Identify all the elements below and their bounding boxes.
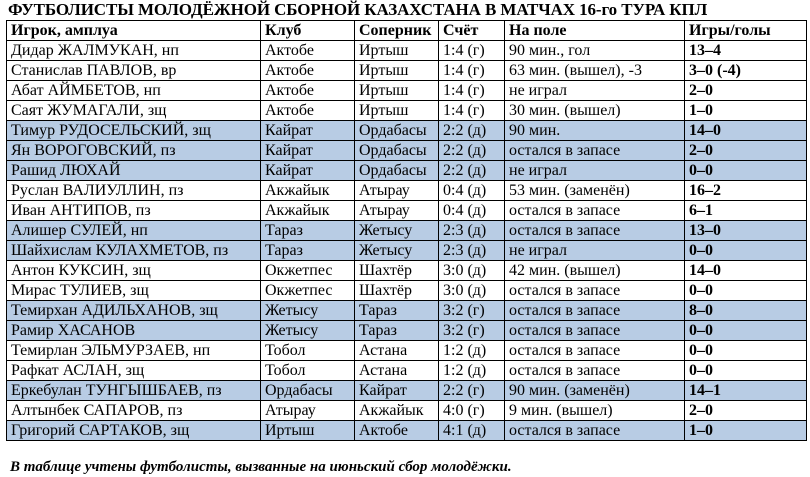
cell-opponent: Кайрат — [355, 381, 439, 401]
cell-on-field: 90 мин., гол — [505, 41, 685, 61]
cell-opponent: Ордабасы — [355, 121, 439, 141]
cell-score: 1:4 (г) — [439, 61, 505, 81]
table-row — [7, 61, 807, 81]
cell-games-goals: 0–0 — [685, 281, 807, 301]
cell-player: Абат АЙМБЕТОВ, нп — [7, 81, 261, 101]
cell-opponent: Акжайык — [355, 401, 439, 421]
cell-player: Алишер СУЛЕЙ, нп — [7, 221, 261, 241]
cell-score: 0:4 (д) — [439, 201, 505, 221]
cell-club: Жетысу — [261, 321, 355, 341]
header-club: Клуб — [261, 21, 355, 41]
table-row — [7, 421, 807, 441]
header-on-field: На поле — [505, 21, 685, 41]
cell-player: Руслан ВАЛИУЛЛИН, пз — [7, 181, 261, 201]
cell-on-field: остался в запасе — [505, 201, 685, 221]
cell-on-field: остался в запасе — [505, 281, 685, 301]
cell-club: Окжетпес — [261, 281, 355, 301]
cell-games-goals: 8–0 — [685, 301, 807, 321]
cell-on-field: 63 мин. (вышел), -3 — [505, 61, 685, 81]
cell-on-field: не играл — [505, 161, 685, 181]
cell-player: Еркебулан ТУНГЫШБАЕВ, пз — [7, 381, 261, 401]
cell-games-goals: 13–0 — [685, 221, 807, 241]
cell-on-field: остался в запасе — [505, 141, 685, 161]
table-row — [7, 181, 807, 201]
cell-score: 4:0 (г) — [439, 401, 505, 421]
table-header-row — [7, 21, 807, 41]
cell-games-goals: 1–0 — [685, 101, 807, 121]
table-row — [7, 81, 807, 101]
cell-on-field: 53 мин. (заменён) — [505, 181, 685, 201]
cell-club: Актобе — [261, 41, 355, 61]
cell-player: Темирлан ЭЛЬМУРЗАЕВ, нп — [7, 341, 261, 361]
cell-player: Иван АНТИПОВ, пз — [7, 201, 261, 221]
table-row — [7, 121, 807, 141]
cell-player: Станислав ПАВЛОВ, вр — [7, 61, 261, 81]
cell-score: 2:3 (д) — [439, 221, 505, 241]
cell-score: 4:1 (д) — [439, 421, 505, 441]
cell-games-goals: 0–0 — [685, 321, 807, 341]
cell-player: Мирас ТУЛИЕВ, зщ — [7, 281, 261, 301]
table-row — [7, 301, 807, 321]
cell-player: Рашид ЛЮХАЙ — [7, 161, 261, 181]
cell-on-field: 9 мин. (вышел) — [505, 401, 685, 421]
table-row — [7, 341, 807, 361]
cell-club: Тараз — [261, 241, 355, 261]
cell-on-field: не играл — [505, 241, 685, 261]
cell-games-goals: 0–0 — [685, 241, 807, 261]
header-games-goals: Игры/голы — [685, 21, 807, 41]
table-row — [7, 261, 807, 281]
cell-score: 2:2 (г) — [439, 381, 505, 401]
footnote: В таблице учтены футболисты, вызванные на июньский сбор молодёжки. — [10, 459, 512, 475]
cell-club: Акжайык — [261, 181, 355, 201]
table-row — [7, 41, 807, 61]
cell-opponent: Иртыш — [355, 101, 439, 121]
cell-opponent: Шахтёр — [355, 261, 439, 281]
cell-player: Шайхислам КУЛАХМЕТОВ, пз — [7, 241, 261, 261]
cell-club: Кайрат — [261, 141, 355, 161]
cell-club: Кайрат — [261, 161, 355, 181]
cell-score: 1:4 (г) — [439, 41, 505, 61]
cell-on-field: остался в запасе — [505, 341, 685, 361]
cell-games-goals: 16–2 — [685, 181, 807, 201]
cell-player: Темирхан АДИЛЬХАНОВ, зщ — [7, 301, 261, 321]
cell-club: Тараз — [261, 221, 355, 241]
cell-games-goals: 2–0 — [685, 401, 807, 421]
cell-player: Ян ВОРОГОВСКИЙ, пз — [7, 141, 261, 161]
cell-club: Актобе — [261, 61, 355, 81]
cell-games-goals: 2–0 — [685, 81, 807, 101]
cell-club: Кайрат — [261, 121, 355, 141]
cell-club: Атырау — [261, 401, 355, 421]
cell-score: 1:2 (д) — [439, 361, 505, 381]
cell-games-goals: 1–0 — [685, 421, 807, 441]
cell-games-goals: 0–0 — [685, 161, 807, 181]
cell-games-goals: 13–4 — [685, 41, 807, 61]
players-table — [6, 20, 807, 441]
cell-player: Алтынбек САПАРОВ, пз — [7, 401, 261, 421]
cell-player: Тимур РУДОСЕЛЬСКИЙ, зщ — [7, 121, 261, 141]
cell-on-field: 90 мин. — [505, 121, 685, 141]
cell-opponent: Астана — [355, 361, 439, 381]
page-title: ФУТБОЛИСТЫ МОЛОДЁЖНОЙ СБОРНОЙ КАЗАХСТАНА В МАТЧАХ 16-го ТУРА КПЛ — [8, 0, 708, 19]
cell-opponent: Шахтёр — [355, 281, 439, 301]
table-row — [7, 201, 807, 221]
cell-opponent: Ордабасы — [355, 161, 439, 181]
cell-games-goals: 0–0 — [685, 341, 807, 361]
table-row — [7, 321, 807, 341]
cell-club: Окжетпес — [261, 261, 355, 281]
table-body — [7, 41, 807, 441]
cell-score: 1:2 (д) — [439, 341, 505, 361]
table-row — [7, 401, 807, 421]
cell-on-field: 30 мин. (вышел) — [505, 101, 685, 121]
cell-opponent: Жетысу — [355, 221, 439, 241]
table-row — [7, 101, 807, 121]
cell-opponent: Жетысу — [355, 241, 439, 261]
cell-on-field: остался в запасе — [505, 321, 685, 341]
cell-player: Саят ЖУМАГАЛИ, зщ — [7, 101, 261, 121]
cell-player: Григорий САРТАКОВ, зщ — [7, 421, 261, 441]
table-row — [7, 361, 807, 381]
cell-on-field: остался в запасе — [505, 361, 685, 381]
cell-on-field: 42 мин. (вышел) — [505, 261, 685, 281]
cell-club: Ордабасы — [261, 381, 355, 401]
table-row — [7, 141, 807, 161]
cell-opponent: Тараз — [355, 301, 439, 321]
cell-on-field: 90 мин. (заменён) — [505, 381, 685, 401]
cell-score: 2:3 (д) — [439, 241, 505, 261]
header-score: Счёт — [439, 21, 505, 41]
cell-score: 3:0 (д) — [439, 281, 505, 301]
cell-club: Жетысу — [261, 301, 355, 321]
cell-on-field: не играл — [505, 81, 685, 101]
cell-score: 1:4 (г) — [439, 81, 505, 101]
cell-opponent: Атырау — [355, 201, 439, 221]
cell-club: Акжайык — [261, 201, 355, 221]
cell-opponent: Иртыш — [355, 81, 439, 101]
cell-score: 2:2 (д) — [439, 141, 505, 161]
cell-games-goals: 14–1 — [685, 381, 807, 401]
cell-opponent: Астана — [355, 341, 439, 361]
cell-games-goals: 0–0 — [685, 361, 807, 381]
cell-player: Дидар ЖАЛМУКАН, нп — [7, 41, 261, 61]
cell-opponent: Ордабасы — [355, 141, 439, 161]
cell-opponent: Иртыш — [355, 61, 439, 81]
cell-club: Актобе — [261, 101, 355, 121]
cell-score: 3:0 (д) — [439, 261, 505, 281]
table-row — [7, 381, 807, 401]
header-opponent: Соперник — [355, 21, 439, 41]
cell-club: Актобе — [261, 81, 355, 101]
cell-club: Иртыш — [261, 421, 355, 441]
table-row — [7, 281, 807, 301]
cell-score: 3:2 (г) — [439, 321, 505, 341]
cell-club: Тобол — [261, 361, 355, 381]
cell-opponent: Тараз — [355, 321, 439, 341]
cell-games-goals: 6–1 — [685, 201, 807, 221]
cell-opponent: Иртыш — [355, 41, 439, 61]
cell-club: Тобол — [261, 341, 355, 361]
cell-score: 3:2 (г) — [439, 301, 505, 321]
cell-player: Рафкат АСЛАН, зщ — [7, 361, 261, 381]
cell-games-goals: 14–0 — [685, 261, 807, 281]
header-player: Игрок, амплуа — [7, 21, 261, 41]
cell-on-field: остался в запасе — [505, 421, 685, 441]
cell-games-goals: 2–0 — [685, 141, 807, 161]
cell-score: 2:2 (д) — [439, 161, 505, 181]
cell-score: 2:2 (д) — [439, 121, 505, 141]
table-row — [7, 221, 807, 241]
cell-opponent: Актобе — [355, 421, 439, 441]
cell-player: Антон КУКСИН, зщ — [7, 261, 261, 281]
cell-on-field: остался в запасе — [505, 301, 685, 321]
cell-games-goals: 14–0 — [685, 121, 807, 141]
table-row — [7, 241, 807, 261]
cell-score: 1:4 (г) — [439, 101, 505, 121]
cell-opponent: Атырау — [355, 181, 439, 201]
table-row — [7, 161, 807, 181]
cell-on-field: остался в запасе — [505, 221, 685, 241]
cell-score: 0:4 (д) — [439, 181, 505, 201]
cell-games-goals: 3–0 (-4) — [685, 61, 807, 81]
cell-player: Рамир ХАСАНОВ — [7, 321, 261, 341]
